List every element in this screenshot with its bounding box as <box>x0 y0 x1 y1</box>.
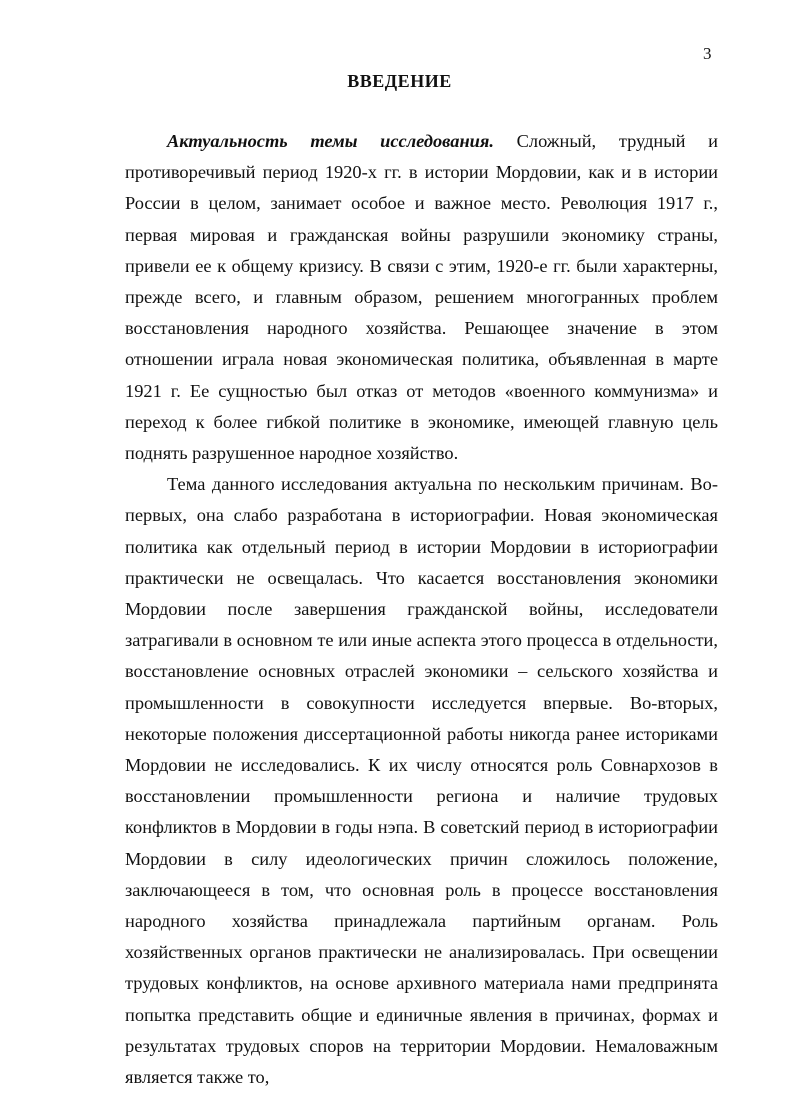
paragraph-text: Тема данного исследования актуальна по нескольким причинам. Во-первых, она слабо разработана в историографии. Новая экономическая политика как отдельный период в истории Мордовии в историографии практически не освещалась. Что касается восстановления экономики Мордовии после завершения гражданской войны, исследователи затрагивали в основном те или иные аспекта этого процесса в отдельности, восстановление основных отраслей экономики – сельского хозяйства и промышленности в совокупности исследуется впервые. Во-вторых, некоторые положения диссертационной работы никогда ранее историками Мордовии не исследовались. К их числу относятся роль Совнархозов в восстановлении промышленности региона и наличие трудовых конфликтов в Мордовии в годы нэпа. В советский период в историографии Мордовии в силу идеологических причин сложилось положение, заключающееся в том, что основная роль в процессе восстановления народного хозяйства принадлежала партийным органам. Роль хозяйственных органов практически не анализировалась. При освещении трудовых конфликтов, на основе архивного материала нами предпринята попытка представить общие и единичные явления в причинах, формах и результатах трудовых споров на территории Мордовии. Немаловажным является также то, <box>125 474 718 1088</box>
page-title: ВВЕДЕНИЕ <box>347 71 452 91</box>
paragraph-lead-heading: Актуальность темы исследования. <box>167 131 494 151</box>
paragraph-reasons <box>125 469 718 1093</box>
document-body <box>125 126 718 1093</box>
paragraph-relevance <box>125 126 718 469</box>
page-number: 3 <box>703 44 712 63</box>
paragraph-text: Сложный, трудный и противоречивый период 1920-х гг. в истории Мордовии, как и в истории России в целом, занимает особое и важное место. Революция 1917 г., первая мировая и гражданская войны разрушили экономику страны, привели ее к общему кризису. В связи с этим, 1920-е гг. были характерны, прежде всего, и главным образом, решением многогранных проблем восстановления народного хозяйства. Решающее значение в этом отношении играла новая экономическая политика, объявленная в марте 1921 г. Ее сущностью был отказ от методов «военного коммунизма» и переход к более гибкой политике в экономике, имеющей главную цель поднять разрушенное народное хозяйство. <box>125 131 718 464</box>
